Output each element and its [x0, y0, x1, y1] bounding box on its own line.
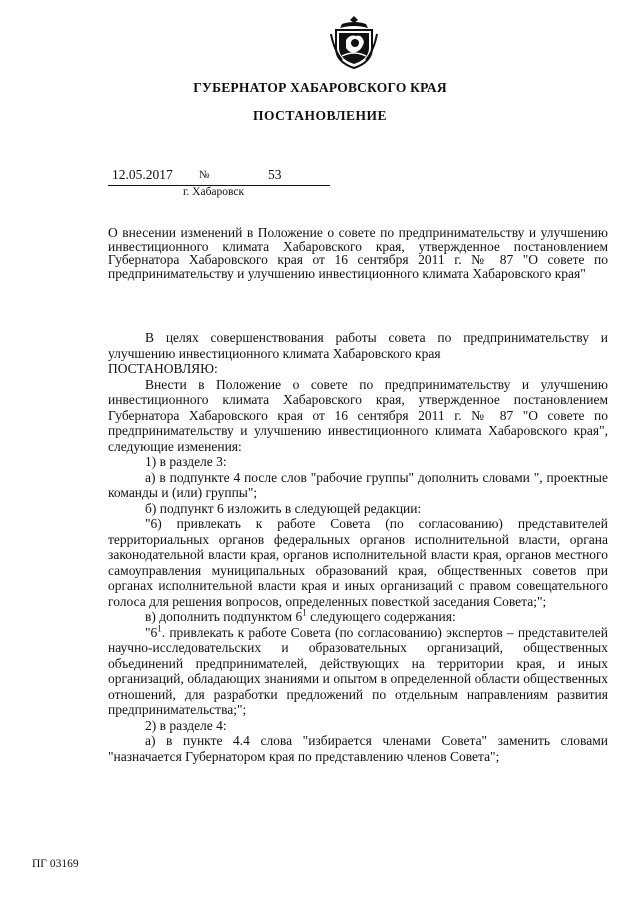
intro-paragraph: Внести в Положение о совете по предпринимательству и улучшению инвестиционного климата Хабаровского края, утвержденное постановлением Губернатора Хабаровского края от 16 сентября 2011 г. № 87 "О совете по предпринимательству и улучшению инвестиционного климата Хабаровского края", следующие изменения: [108, 376, 608, 454]
document-type: ПОСТАНОВЛЕНИЕ [252, 108, 388, 123]
item-1v-quote-start: "6 [145, 624, 158, 640]
item-1v-quote [108, 625, 608, 718]
item-1v-quote-superscript: 1 [157, 623, 162, 633]
item-1v-text-end: следующего содержания: [306, 609, 456, 624]
item-1v-superscript: 1 [302, 607, 307, 618]
item-2: 2) в разделе 4: [145, 717, 227, 733]
document-body [108, 330, 608, 764]
document-number: 53 [268, 167, 282, 182]
number-sign: № [199, 169, 210, 181]
item-1: 1) в разделе 3: [145, 454, 227, 469]
item-1v-quote-text: . привлекать к работе Совета (по согласованию) экспертов – представителей научно-исследовательских и образовательных организаций, общественных объединений предпринимателей, действующих на территории края, и иных организаций, обладающих знаниями и опытом в определенной области общественных отношений, для разработки предложений по отдельным направлениям развития предпринимательства;"; [108, 624, 608, 717]
item-1v [108, 609, 608, 625]
item-1a: а) в подпункте 4 после слов "рабочие группы" дополнить словами ", проектные команды и (или) группы"; [108, 469, 608, 500]
document-subject: О внесении изменений в Положение о совете по предпринимательству и улучшению инвестиционного климата Хабаровского края, утвержденное постановлением Губернатора Хабаровского края от 16 сентября 2011 г. № 87 "О совете по предпринимательству и улучшению инвестиционного климата Хабаровского края" [108, 225, 608, 281]
preamble-paragraph: В целях совершенствования работы совета по предпринимательству и улучшению инвестиционного климата Хабаровского края [108, 330, 608, 361]
item-2a: а) в пункте 4.4 слова "избирается членами Совета" заменить словами "назначается Губернатором края по представлению членов Совета"; [108, 733, 608, 764]
issuing-authority: ГУБЕРНАТОР ХАБАРОВСКОГО КРАЯ [193, 80, 447, 95]
item-1v-text: в) дополнить подпунктом 6 [145, 609, 303, 624]
item-1b-quote: "6) привлекать к работе Совета (по согласованию) представителей территориальных органов федеральных органов исполнительной власти, органа законодательной власти края, органов исполнительной власти края, органов местного самоуправления муниципальных образований края, общественных советов при органах исполнительной власти края и иных организаций с правом совещательного голоса для решения вопросов, определенных повесткой заседания Совета;"; [108, 516, 608, 609]
form-code: ПГ 03169 [32, 858, 79, 870]
document-city: г. Хабаровск [183, 186, 245, 198]
khabarovsk-coat-of-arms-icon [328, 14, 380, 70]
resolve-heading: ПОСТАНОВЛЯЮ: [108, 361, 218, 376]
document-date: 12.05.2017 [112, 167, 173, 182]
item-1b: б) подпункт 6 изложить в следующей редакции: [145, 500, 422, 516]
date-number-line [108, 167, 330, 186]
